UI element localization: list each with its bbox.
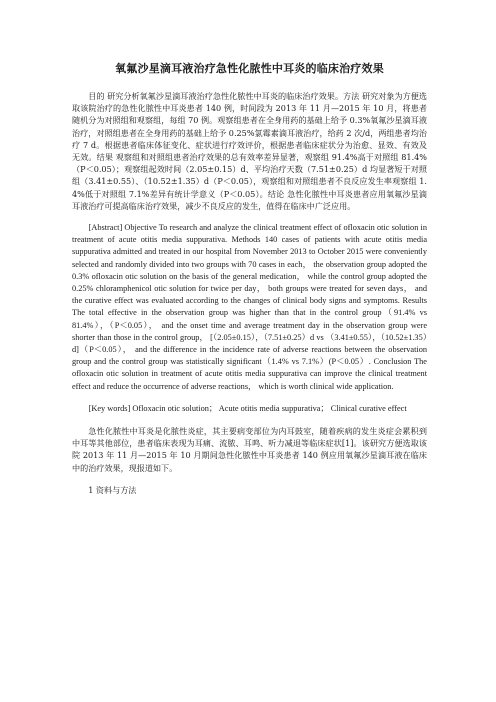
paper-title: 氧氟沙星滴耳液治疗急性化脓性中耳炎的临床治疗效果: [115, 62, 384, 75]
abstract-english: [Abstract] Objective To research and analyze the clinical treatment effect of ofloxacin otic solution in treatment of acute otitis media suppurativa. Methods 140 cases of patients with acute otitis media suppurativa admitted and treated in our hospital from November 2013 to October 2015 were conveniently selected and randomly divided into two groups with 70 cases in each， the observation group adopted the 0.3% ofloxacin otic solution on the basis of the general medication， while the control group adopted the 0.25% chloramphenicol otic solution for twice per day， both groups were treated for seven days， and the curative effect was evaluated according to the changes of clinical body signs and symptoms. Results The total effective in the observation group was higher than that in the control group（91.4% vs 81.4%），（P＜0.05）， and the onset time and average treatment day in the observation group were shorter than those in the control group， [（2.05±0.15），（7.51±0.25）d vs （3.41±0.55），（10.52±1.35）d]（P＜0.05）， and the difference in the incidence rate of adverse reactions between the observation group and the control group was statistically significant（1.4% vs 7.1%）(P＜0.05）. Conclusion The ofloxacin otic solution in treatment of acute otitis media suppurativa can improve the clinical treatment effect and reduce the occurrence of adverse reactions， which is worth clinical wide application.: [72, 223, 427, 391]
document-page: [72, 60, 427, 496]
keywords-english: [Key words] Ofloxacin otic solution； Acute otitis media suppurativa； Clinical curative effect: [88, 403, 407, 413]
section-heading-materials-methods: 1 资料与方法: [88, 484, 137, 495]
introduction-paragraph: 急性化脓性中耳炎是化脓性炎症，其主要病变部位为内耳鼓室，随着疾病的发生炎症会累积到中耳等其他部位，患者临床表现为耳痛、流脓、耳鸣、听力减退等临床症状[1]。该研究方便选取该院 2013 年 11 月—2015 年 10 月期间急性化脓性中耳炎患者 140 例应用氧氟沙星滴耳液在临床中的治疗效果，现报道如下。: [72, 426, 427, 473]
abstract-chinese: 目的 研究分析氧氟沙星滴耳液治疗急性化脓性中耳炎的临床治疗效果。方法 研究对象为方便选取该院治疗的急性化脓性中耳炎患者 140 例，时间段为 2013 年 11 月—2015 年 10 月，将患者随机分为对照组和观察组，每组 70 例。观察组患者在全身用药的基础上给予 0.3%氧氟沙星滴耳液治疗，对照组患者在全身用药的基础上给予 0.25%氯霉素滴耳液治疗，给药 2 次/d，两组患者均治疗 7 d。根据患者临床体征变化、症状进行疗效评价，根据患者临床症状分为治愈、显效、有效及无效。结果 观察组和对照组患者治疗效果的总有效率差异显著，观察组 91.4%高于对照组 81.4%（P＜0.05）；观察组起效时间（2.05±0.15）d、平均治疗天数（7.51±0.25）d 均显著短于对照组（3.41±0.55）、（10.52±1.35）d（P＜0.05），观察组和对照组患者不良反应发生率观察组 1.4%低于对照组 7.1%差异有统计学意义（P＜0.05）。结论 急性化脓性中耳炎患者应用氧氟沙星滴耳液治疗可提高临床治疗效果，减少不良反应的发生，值得在临床中广泛应用。: [72, 91, 427, 211]
